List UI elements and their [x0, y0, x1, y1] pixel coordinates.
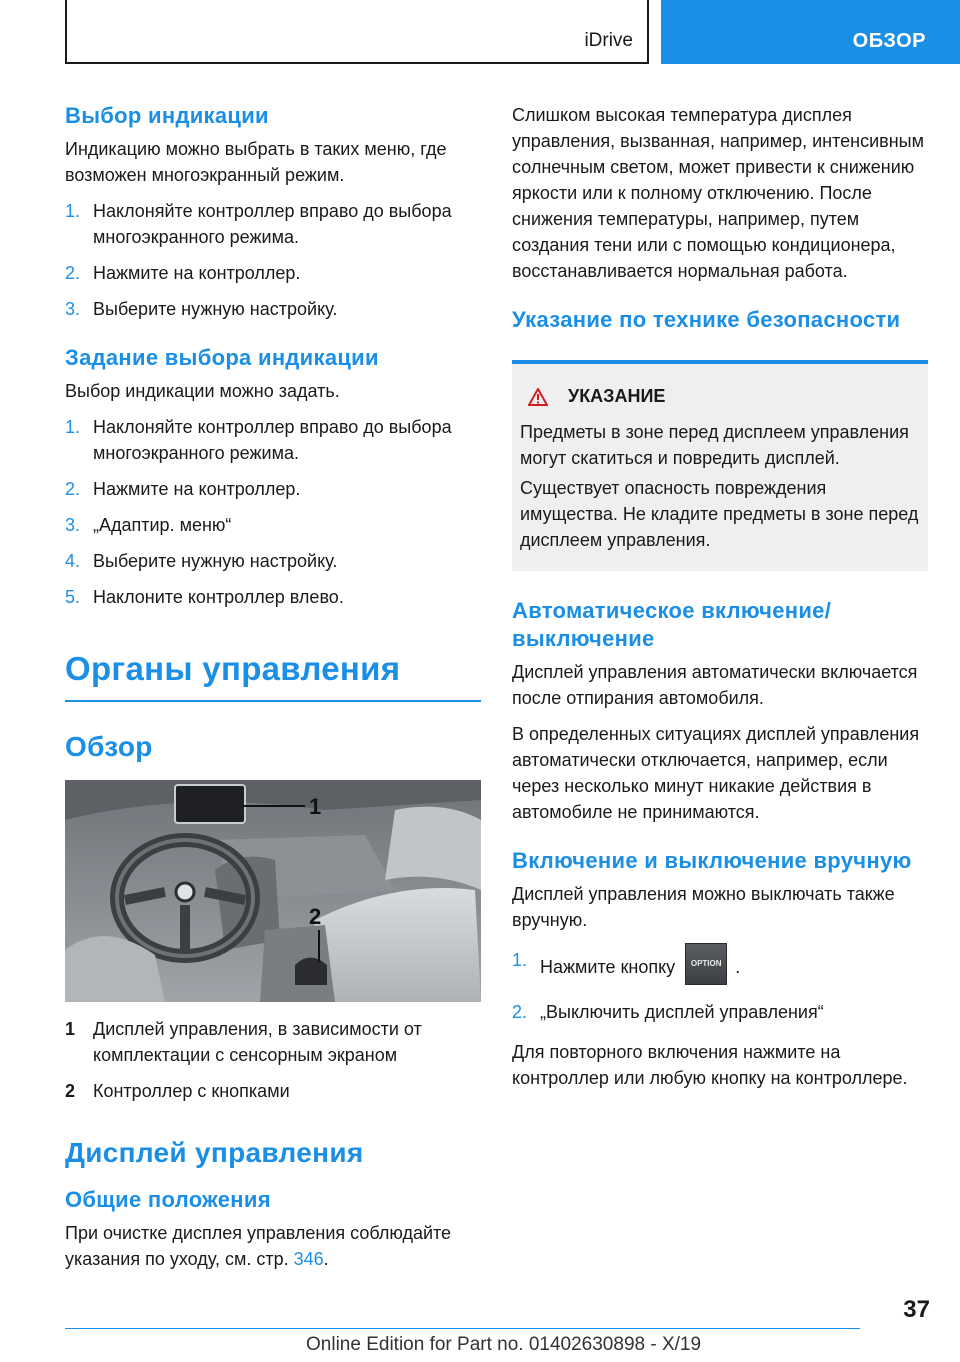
- list-item: 1. Наклоняйте контроллер вправо до выбора многоэкранного режима.: [65, 417, 452, 463]
- header-box: [65, 0, 649, 64]
- heading-manual-on-off: Включение и выключение вручную: [512, 848, 912, 873]
- heading-display-select: Выбор индикации: [65, 103, 269, 128]
- heading-controls: Органы управления: [65, 650, 481, 702]
- legend-item: 2 Контроллер с кнопками: [65, 1081, 290, 1101]
- list-item: 2. „Выключить дисплей управления“: [512, 1002, 824, 1022]
- heading-safety: Указание по технике безопасности: [512, 307, 901, 332]
- callout-2: 2: [309, 904, 322, 929]
- right-column: [512, 102, 928, 1101]
- notice-text-1: Предметы в зоне перед дисплеем управления могут скатиться и повредить дисплей.: [520, 422, 909, 468]
- footer-edition: Online Edition for Part no. 01402630898 - X/19: [306, 1334, 702, 1355]
- list-item: 2. Нажмите на контроллер.: [65, 263, 301, 283]
- header-section: iDrive: [584, 30, 633, 51]
- paragraph-auto-2: В определенных ситуациях дисплей управления автоматически отключается, например, если через несколько минут никакие действия в автомобиле не принимаются.: [512, 724, 920, 822]
- list-item: 5. Наклоните контроллер влево.: [65, 587, 344, 607]
- heading-auto-on-off: Автоматическое включение/выключение: [512, 598, 832, 651]
- steps-manual: [512, 947, 928, 1025]
- paragraph-general: При очистке дисплея управления соблюдайте указания по уходу, см. стр. 346.: [65, 1223, 452, 1269]
- notice-box: [512, 360, 928, 571]
- notice-text-2: Существует опасность повреждения имущества. Не кладите предметы в зоне перед дисплеем управления.: [520, 478, 919, 550]
- list-item: 1. Наклоняйте контроллер вправо до выбора многоэкранного режима.: [65, 201, 452, 247]
- list-item: 4. Выберите нужную настройку.: [65, 551, 338, 571]
- paragraph-manual-end: Для повторного включения нажмите на контроллер или любую кнопку на контроллере.: [512, 1042, 908, 1088]
- heading-define-display: Задание выбора индикации: [65, 345, 379, 370]
- page-number: 37: [903, 1296, 930, 1323]
- warning-triangle-icon: [528, 388, 548, 406]
- legend-item: 1 Дисплей управления, в зависимости от комплектации с сенсорным экраном: [65, 1019, 422, 1065]
- notice-title: УКАЗАНИЕ: [520, 386, 920, 407]
- cockpit-illustration: [65, 780, 481, 1002]
- option-button-icon: OPTION: [685, 943, 727, 985]
- list-item: 3. „Адаптир. меню“: [65, 515, 232, 535]
- paragraph-define-display: Выбор индикации можно задать.: [65, 381, 340, 401]
- steps-define-display: [65, 414, 481, 610]
- page-link[interactable]: 346: [293, 1249, 324, 1269]
- header-chapter-tab: ОБЗОР: [661, 0, 960, 64]
- heading-general: Общие положения: [65, 1187, 271, 1212]
- list-item: 2. Нажмите на контроллер.: [65, 479, 301, 499]
- paragraph-manual: Дисплей управления можно выключать также вручную.: [512, 884, 895, 930]
- steps-display-select: [65, 198, 481, 322]
- paragraph-display-select: Индикацию можно выбрать в таких меню, где возможен многоэкранный режим.: [65, 139, 447, 185]
- list-item: 1. Нажмите кнопку OPTION .: [512, 947, 928, 989]
- list-item: 3. Выберите нужную настройку.: [65, 299, 338, 319]
- callout-1: 1: [309, 794, 322, 819]
- cockpit-photo: [65, 780, 481, 1002]
- paragraph-auto-1: Дисплей управления автоматически включается после отпирания автомобиля.: [512, 662, 918, 708]
- footer-divider: [65, 1328, 860, 1329]
- heading-control-display: Дисплей управления: [65, 1137, 364, 1168]
- heading-overview: Обзор: [65, 731, 153, 762]
- paragraph-temperature: Слишком высокая температура дисплея управления, вызванная, например, интенсивным солнечным светом, может привести к снижению яркости или к полному отключению. После снижения температуры, например, путем создания тени или с помощью кондиционера, восстанавливается нормальная работа.: [512, 105, 924, 281]
- figure-legend: [65, 1016, 481, 1104]
- left-column: [65, 102, 481, 1282]
